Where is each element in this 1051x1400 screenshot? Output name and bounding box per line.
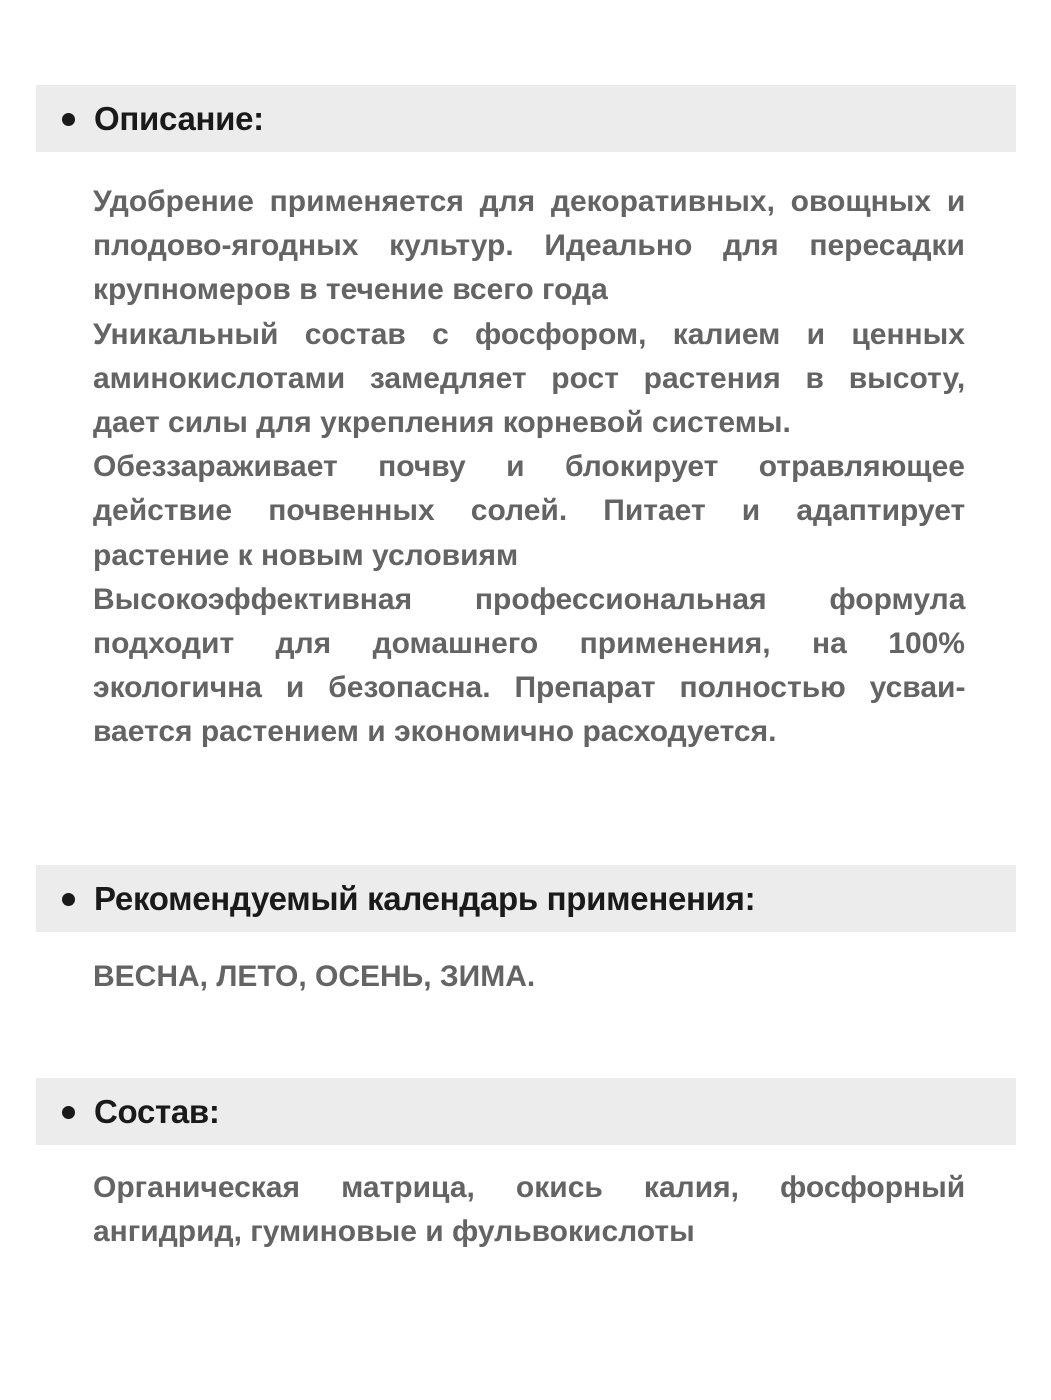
description-header (36, 85, 1016, 152)
composition-text (93, 1166, 965, 1254)
bullet-icon (62, 893, 75, 906)
bullet-icon (62, 113, 75, 126)
description-line: Удобрение применяется для декоративных, овощных и (93, 185, 966, 218)
description-line: действие почвенных солей. Питает и адаптирует (93, 494, 966, 528)
composition-line: Органическая матрица, окись калия, фосфорный (93, 1171, 966, 1204)
description-line: подходит для домашнего применения, на 100% (93, 627, 965, 661)
description-line: дает силы для укрепления корневой системы. (93, 406, 791, 440)
composition-line: ангидрид, гуминовые и фульвокислоты (93, 1215, 695, 1249)
description-line: плодово-ягодных культур. Идеально для пересадки (93, 229, 965, 263)
description-line: растение к новым условиям (93, 538, 519, 572)
description-line: аминокислотами замедляет рост растения в высоту, (93, 361, 966, 395)
calendar-text (93, 955, 965, 999)
bullet-icon (62, 1106, 75, 1119)
calendar-header (36, 865, 1016, 932)
description-line: вается растением и экономично расходуется. (93, 715, 777, 749)
description-line: Высокоэффективная профессиональная формула (93, 582, 966, 616)
description-text (93, 180, 965, 755)
description-line: крупномеров в течение всего года (93, 273, 608, 307)
description-line: Уникальный состав с фосфором, калием и ценных (93, 317, 965, 351)
description-line: Обеззараживает почву и блокирует отравляющее (93, 450, 965, 484)
composition-title: Состав: (94, 1092, 220, 1130)
composition-header (36, 1078, 1016, 1145)
description-line: экологична и безопасна. Препарат полностью усваи- (93, 671, 966, 705)
calendar-seasons: ВЕСНА, ЛЕТО, ОСЕНЬ, ЗИМА. (93, 960, 536, 993)
description-title: Описание: (94, 99, 264, 137)
calendar-title: Рекомендуемый календарь применения: (94, 879, 756, 917)
